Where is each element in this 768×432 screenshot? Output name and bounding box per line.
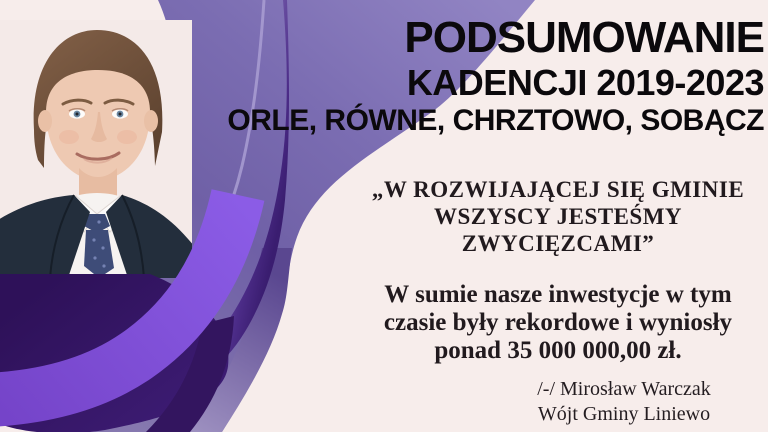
portrait-photo <box>0 20 194 278</box>
signature-name: /-/ Mirosław Warczak <box>537 378 711 400</box>
signature-block <box>478 377 768 427</box>
body-line-1: W sumie nasze inwestycje w tym <box>384 281 732 308</box>
cheek-left <box>59 130 79 144</box>
eye-right <box>112 109 128 119</box>
ear-right <box>144 110 158 132</box>
quote-line-1: „W ROZWIJAJĄCEJ SIĘ GMINIE <box>371 177 745 202</box>
eye-left <box>69 109 85 119</box>
cheek-right <box>117 130 137 144</box>
ear-left <box>38 110 52 132</box>
title-line-2: KADENCJI 2019-2023 <box>406 62 764 103</box>
body-text-block <box>356 281 760 365</box>
title-line-1: PODSUMOWANIE <box>404 13 764 62</box>
title-block <box>227 14 764 139</box>
title-line-3: ORLE, RÓWNE, CHRZTOWO, SOBĄCZ <box>227 104 764 137</box>
quote-line-2: WSZYSCY JESTEŚMY <box>433 204 683 229</box>
quote-block <box>356 176 760 257</box>
quote-line-3: ZWYCIĘZCAMI” <box>461 231 655 256</box>
signature-role: Wójt Gminy Liniewo <box>537 403 711 425</box>
body-line-3: ponad 35 000 000,00 zł. <box>434 337 682 364</box>
body-line-2: czasie były rekordowe i wyniosły <box>383 309 733 336</box>
